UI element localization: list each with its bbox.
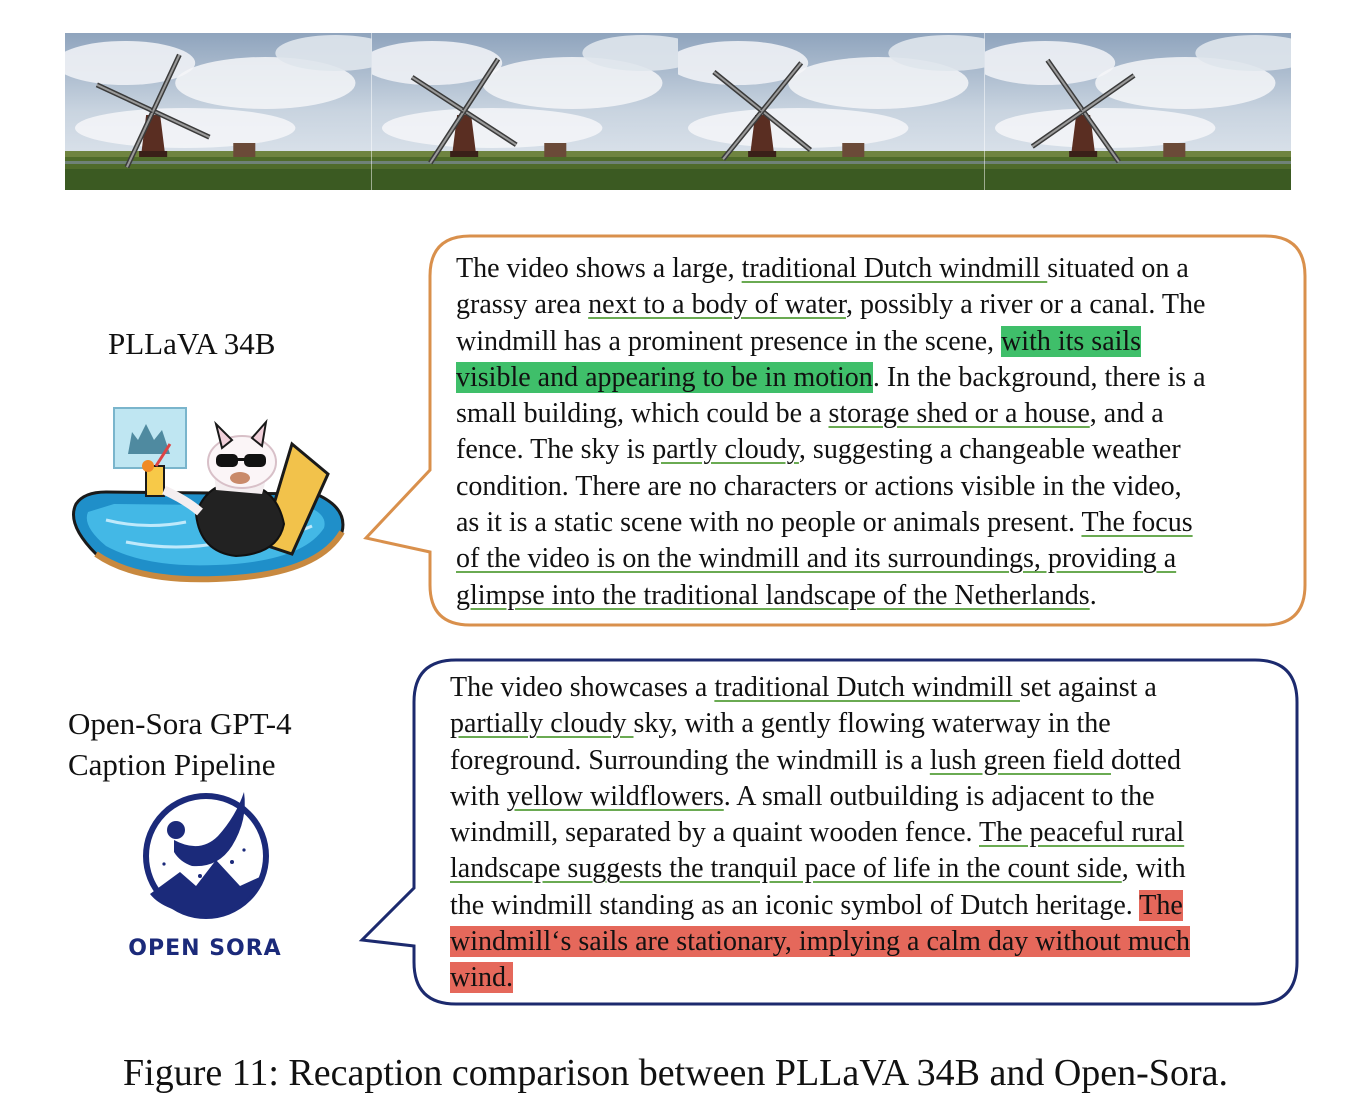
pllava-caption-line bbox=[456, 396, 1276, 432]
underlined-phrase: storage shed or a house bbox=[828, 398, 1090, 430]
pllava-caption-line bbox=[456, 578, 1276, 614]
caption-text: . bbox=[1089, 579, 1097, 611]
opensora-caption-line bbox=[450, 815, 1262, 851]
caption-text: set against a bbox=[1019, 672, 1157, 703]
llama-sunglasses-pool-icon bbox=[66, 404, 348, 586]
underlined-phrase: traditional Dutch windmill bbox=[741, 253, 1048, 284]
caption-text: dotted bbox=[1111, 744, 1181, 776]
caption-text: . A small outbuilding is adjacent to the bbox=[723, 780, 1155, 812]
underlined-phrase: traditional Dutch windmill bbox=[714, 672, 1020, 703]
caption-text: condition. There are no characters or actions visible in the video, bbox=[456, 470, 1182, 502]
caption-text: , with bbox=[1121, 853, 1186, 885]
caption-text: as it is a static scene with no people or animals present. bbox=[456, 507, 1082, 539]
pllava-label: PLLaVA 34B bbox=[108, 326, 276, 361]
pllava-caption-line bbox=[456, 360, 1276, 396]
underlined-phrase: glimpse into the traditional landscape of the Netherlands bbox=[456, 579, 1090, 611]
pllava-caption bbox=[456, 251, 1276, 614]
caption-text: , suggesting a changeable weather bbox=[798, 434, 1181, 466]
pllava-caption-line bbox=[456, 469, 1276, 505]
error-highlight: The bbox=[1139, 889, 1183, 921]
caption-text: sky, with a gently flowing waterway in the bbox=[633, 708, 1111, 740]
opensora-caption-line bbox=[450, 960, 1262, 996]
pllava-caption-line bbox=[456, 251, 1276, 287]
caption-text: the windmill standing as an iconic symbol of Dutch heritage. bbox=[450, 889, 1140, 921]
opensora-caption-line bbox=[450, 743, 1262, 779]
caption-text: with bbox=[450, 780, 507, 812]
error-highlight: wind. bbox=[450, 962, 513, 994]
opensora-label-line-1: Open-Sora GPT-4 bbox=[68, 706, 292, 741]
figure-caption: Figure 11: Recaption comparison between PLLaVA 34B and Open-Sora. bbox=[123, 1052, 1228, 1094]
underlined-phrase: The peaceful rural bbox=[979, 817, 1185, 849]
opensora-label bbox=[68, 703, 292, 785]
open-sora-logo-text: OPEN SORA bbox=[128, 936, 282, 961]
caption-text: situated on a bbox=[1047, 253, 1189, 284]
pllava-caption-line bbox=[456, 287, 1276, 323]
opensora-caption-line bbox=[450, 670, 1262, 706]
underlined-phrase: The focus bbox=[1081, 507, 1193, 539]
pllava-caption-line bbox=[456, 541, 1276, 577]
caption-text: . In the background, there is a bbox=[872, 361, 1206, 393]
caption-text: , and a bbox=[1089, 398, 1164, 430]
underlined-phrase: yellow wildflowers bbox=[506, 780, 724, 812]
opensora-caption bbox=[450, 670, 1262, 997]
open-sora-logo-icon bbox=[140, 790, 272, 922]
caption-text: windmill has a prominent presence in the scene, bbox=[456, 325, 1002, 357]
error-highlight: windmill‘s sails are stationary, implying a calm day without much bbox=[450, 926, 1191, 958]
pllava-caption-line bbox=[456, 324, 1276, 360]
underlined-phrase: next to a body of water bbox=[588, 289, 846, 321]
caption-text: fence. The sky is bbox=[456, 434, 653, 466]
underlined-phrase: landscape suggests the tranquil pace of life in the count side bbox=[450, 853, 1122, 885]
opensora-caption-line bbox=[450, 779, 1262, 815]
underlined-phrase: lush green field bbox=[929, 744, 1111, 776]
correct-highlight: with its sails bbox=[1001, 325, 1142, 357]
opensora-caption-line bbox=[450, 924, 1262, 960]
pllava-caption-line bbox=[456, 505, 1276, 541]
caption-text: The video showcases a bbox=[450, 672, 715, 703]
underlined-phrase: partly cloudy bbox=[652, 434, 799, 466]
caption-text: windmill, separated by a quaint wooden fence. bbox=[450, 817, 979, 849]
video-frame-4 bbox=[985, 33, 1292, 190]
caption-text: The video shows a large, bbox=[456, 253, 742, 284]
underlined-phrase: partially cloudy bbox=[450, 708, 634, 740]
video-frame-2 bbox=[372, 33, 679, 190]
opensora-caption-line bbox=[450, 706, 1262, 742]
caption-text: small building, which could be a bbox=[456, 398, 829, 430]
video-frame-3 bbox=[678, 33, 985, 190]
opensora-caption-line bbox=[450, 888, 1262, 924]
correct-highlight: visible and appearing to be in motion bbox=[456, 361, 873, 393]
opensora-label-line-2: Caption Pipeline bbox=[68, 747, 276, 782]
caption-text: , possibly a river or a canal. The bbox=[845, 289, 1206, 321]
underlined-phrase: of the video is on the windmill and its surroundings, providing a bbox=[456, 543, 1177, 575]
caption-text: grassy area bbox=[456, 289, 589, 321]
video-frame-1 bbox=[65, 33, 372, 190]
opensora-caption-line bbox=[450, 851, 1262, 887]
video-frame-strip bbox=[65, 33, 1291, 190]
caption-text: foreground. Surrounding the windmill is a bbox=[450, 744, 930, 776]
pllava-caption-line bbox=[456, 432, 1276, 468]
